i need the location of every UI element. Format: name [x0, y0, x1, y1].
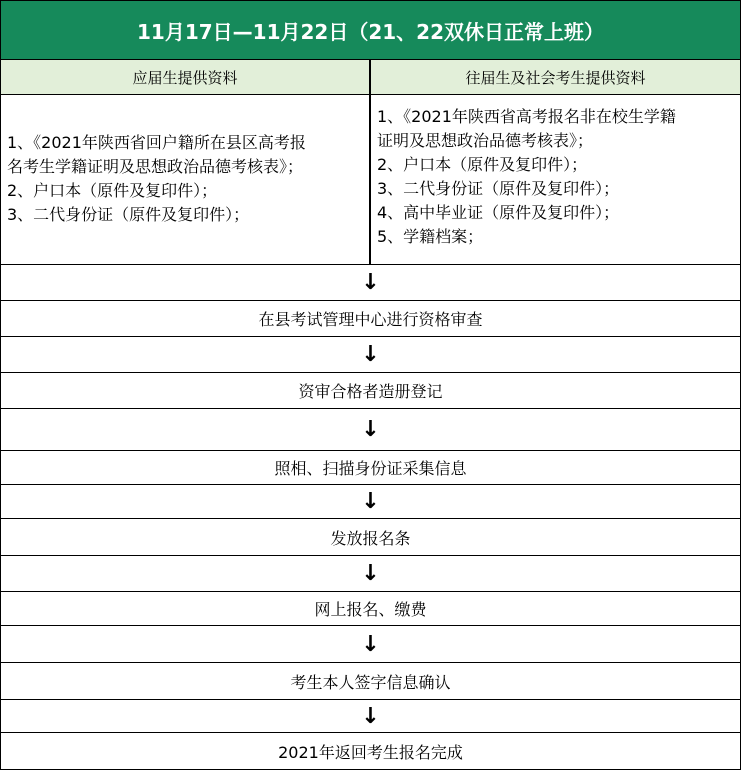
list-item: 1、《2021年陕西省回户籍所在县区高考报: [7, 133, 306, 152]
step-issue-slip: 发放报名条: [1, 519, 740, 556]
down-arrow-icon: ↓: [1, 485, 740, 519]
down-arrow-icon: ↓: [1, 409, 740, 451]
past-students-materials: [371, 95, 740, 265]
list-item: 1、《2021年陕西省高考报名非在校生学籍: [377, 107, 676, 126]
list-item: 2、户口本（原件及复印件）；: [7, 181, 218, 200]
step-online-registration: 网上报名、缴费: [1, 592, 740, 626]
down-arrow-icon: ↓: [1, 700, 740, 733]
list-item: 名考生学籍证明及思想政治品德考核表》；: [7, 157, 304, 176]
step-qualification-review: 在县考试管理中心进行资格审查: [1, 301, 740, 337]
down-arrow-icon: ↓: [1, 337, 740, 373]
down-arrow-icon: ↓: [1, 556, 740, 592]
header-current-students: 应届生提供资料: [1, 60, 371, 95]
down-arrow-icon: ↓: [1, 626, 740, 663]
list-item: 4、高中毕业证（原件及复印件）；: [377, 203, 620, 222]
step-complete: 2021年返回考生报名完成: [278, 742, 463, 762]
step-signature-confirm: 考生本人签字信息确认: [1, 663, 740, 700]
page-title: 11月17日—11月22日（21、22双休日正常上班）: [1, 1, 740, 60]
list-item: 证明及思想政治品德考核表》；: [377, 131, 594, 150]
down-arrow-icon: ↓: [1, 265, 740, 301]
header-past-students: 往届生及社会考生提供资料: [371, 60, 740, 95]
step-photo-id-scan: 照相、扫描身份证采集信息: [1, 451, 740, 485]
current-students-materials: [1, 95, 371, 265]
step-register-list: 资审合格者造册登记: [1, 373, 740, 409]
list-item: 2、户口本（原件及复印件）；: [377, 155, 588, 174]
list-item: 5、学籍档案；: [377, 227, 484, 246]
list-item: 3、二代身份证（原件及复印件）；: [377, 179, 620, 198]
list-item: 3、二代身份证（原件及复印件）；: [7, 205, 250, 224]
